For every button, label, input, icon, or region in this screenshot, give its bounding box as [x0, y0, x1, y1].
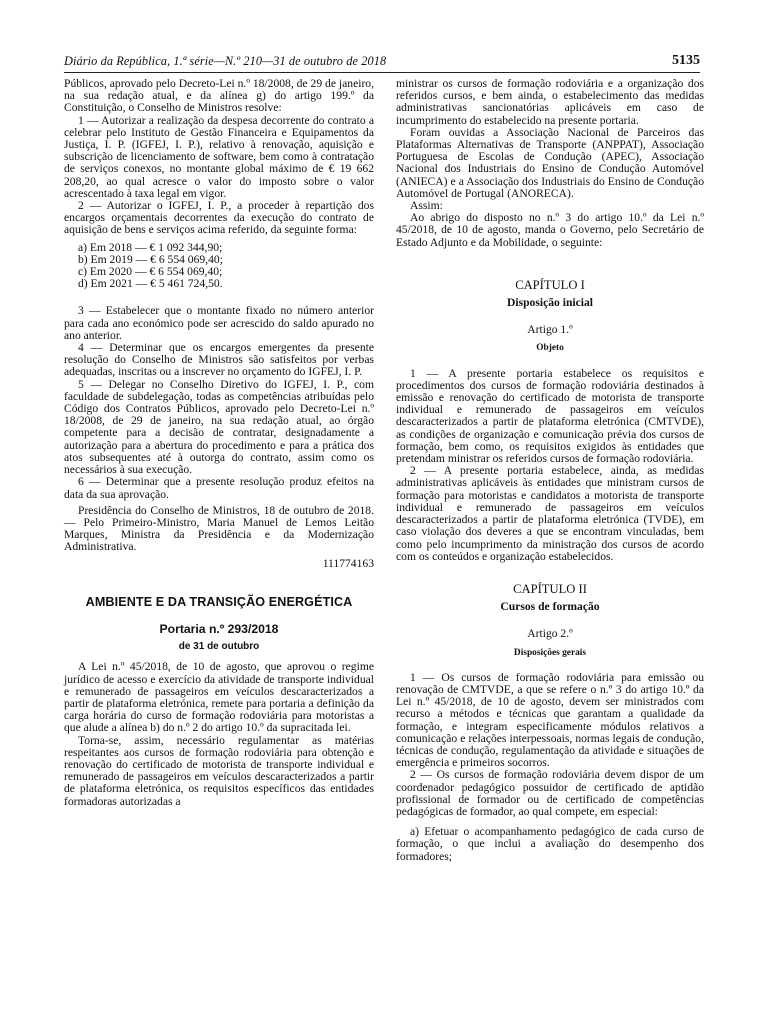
chapter-heading: CAPÍTULO II: [513, 581, 587, 596]
portaria-date: de 31 de outubro: [178, 641, 260, 653]
paragraph: 2 — Os cursos de formação rodoviária devem dispor de um coordenador pedagógico possuidor de certificado de aptidão profissional de formador ou de certificado de competências pedagógicas de formador, ao qual compete, em especial:: [396, 768, 704, 818]
article-heading: Artigo 1.º: [527, 323, 573, 337]
paragraph: 1 — Autorizar a realização da despesa decorrente do contrato a celebrar pelo Instituto de Gestão Financeira e Equipamentos da Justiça, I. P. (IGFEJ, I. P.), relativo à renovação, aquisição e subscrição de licenciamento de software, bem como à contratação de serviços conexos, no montante global máximo de € 19 662 208,20, ao qual acresce o valor do imposto sobre o valor acrescentado à taxa legal em vigor.: [64, 113, 374, 200]
chapter-title: Cursos de formação: [500, 600, 600, 614]
page-number: 5135: [672, 53, 700, 68]
chapter-heading: CAPÍTULO I: [515, 277, 585, 292]
running-title: Diário da República, 1.ª série—N.º 210—31 de outubro de 2018: [64, 54, 387, 68]
list-item: a) Em 2018 — € 1 092 344,90;: [78, 240, 223, 254]
article-title: Objeto: [536, 343, 564, 354]
paragraph: Ao abrigo do disposto no n.º 3 do artigo 10.º da Lei n.º 45/2018, de 10 de agosto, manda o Governo, pelo Secretário de Estado Adjunto e da Mobilidade, o seguinte:: [396, 211, 704, 249]
list-item: b) Em 2019 — € 6 554 069,40;: [78, 252, 223, 266]
signature-paragraph: Presidência do Conselho de Ministros, 18 de outubro de 2018. — Pelo Primeiro-Ministro, Maria Manuel de Lemos Leitão Marques, Ministra da Presidência e da Modernização Administrativa.: [64, 503, 374, 554]
article-title: Disposições gerais: [513, 647, 587, 658]
page-header: [64, 54, 700, 74]
paragraph: 1 — Os cursos de formação rodoviária para emissão ou renovação de CMTVDE, a que se refere o n.º 3 do artigo 10.º da Lei n.º 45/2018, de 10 de agosto, devem ser ministrados com recurso a métodos e técnicas que garantam a qualidade da formação, e integram especificamente módulos relativos a comunicação e relações interpessoais, normas legais de condução, técnicas de condução, regulamentação da atividade e situações de emergência e primeiros socorros.: [396, 670, 704, 770]
paragraph: 2 — A presente portaria estabelece, ainda, as medidas administrativas aplicáveis às entidades que ministram cursos de formação para motoristas e candidatos a motorista de transporte individual e remunerado de passageiros em veículos descaracterizados a partir de plataforma eletrónica (TVDE), em caso violação dos deveres a que se encontram vinculadas, bem como pelo incumprimento da ministração dos cursos de acordo com os conteúdos e organização estabelecidos.: [396, 464, 704, 563]
paragraph: Públicos, aprovado pelo Decreto-Lei n.º 18/2008, de 29 de janeiro, na sua redação atual, e da alínea g) do artigo 199.º da Constituição, o Conselho de Ministros resolve:: [64, 77, 374, 115]
reference-number: 111774163: [322, 556, 374, 570]
right-column: [396, 78, 704, 863]
header-rule: [64, 72, 700, 73]
paragraph: 3 — Estabelecer que o montante fixado no número anterior para cada ano económico pode ser acrescido do saldo apurado no ano anterior.: [64, 304, 374, 342]
paragraph: a) Efetuar o acompanhamento pedagógico de cada curso de formação, o que inclui a avaliação do desempenho dos formadores;: [396, 825, 704, 863]
portaria-title: Portaria n.º 293/2018: [159, 621, 279, 636]
payment-list: [78, 242, 374, 291]
list-item: d) Em 2021 — € 5 461 724,50.: [78, 277, 223, 291]
paragraph: 1 — A presente portaria estabelece os requisitos e procedimentos dos cursos de formação rodoviária destinados à emissão e renovação do certificado de motorista de transporte individual e remunerado de passageiros em veículos descaracterizados a partir de plataforma eletrónica (CMTVDE), as condições de organização e comunicação prévia dos cursos de formação, bem como, os requisitos exigidos às entidades que pretendam ministrar os referidos cursos de formação rodoviária.: [396, 366, 704, 466]
paragraph: 4 — Determinar que os encargos emergentes da presente resolução do Conselho de Ministros são satisfeitos por verbas adequadas, inscritas ou a inscrever no orçamento do IGFEJ, I. P.: [64, 341, 374, 379]
paragraph: A Lei n.º 45/2018, de 10 de agosto, que aprovou o regime jurídico de acesso e exercício da atividade de transporte individual e remunerado de passageiros em veículos descaracterizados a partir de plataforma eletrónica, remete para portaria a definição da carga horária do curso de formação rodoviária para motoristas a que alude a alínea b) do n.º 2 do artigo 10.º da supracitada lei.: [64, 660, 374, 735]
paragraph: Foram ouvidas a Associação Nacional de Parceiros das Plataformas Alternativas de Transporte (ANPPAT), Associação Portuguesa de Escolas de Condução (APEC), Associação Nacional dos Industriais do Ensino de Condução Automóvel (ANIECA) e a Associação dos Industriais do Ensino de Condução Automóvel de Portugal (ANORECA).: [396, 125, 704, 200]
left-column: [64, 78, 374, 808]
section-title: AMBIENTE E DA TRANSIÇÃO ENERGÉTICA: [85, 594, 353, 609]
paragraph: Torna-se, assim, necessário regulamentar as matérias respeitantes aos cursos de formação rodoviária para obtenção e renovação do certificado de motorista de transporte individual e remunerado de passageiros em veículos descaracterizados a partir de plataforma eletrónica, os requisitos específicos das entidades formadoras autorizadas a: [64, 733, 374, 808]
article-heading: Artigo 2.º: [527, 627, 573, 641]
paragraph: ministrar os cursos de formação rodoviária e a organização dos referidos cursos, e bem ainda, o estabelecimento das medidas administrativas sancionatórias aplicáveis em caso de incumprimento do estabelecido na presente portaria.: [396, 77, 704, 127]
paragraph: 5 — Delegar no Conselho Diretivo do IGFEJ, I. P., com faculdade de subdelegação, todas as competências atribuídas pelo Código dos Contratos Públicos, aprovado pelo Decreto-Lei n.º 18/2008, de 29 de janeiro, na sua redação atual, ao órgão competente para a decisão de contratar, designadamente a autorização para a abertura do procedimento e para a prática dos atos subsequentes até à outorga do contrato, assim como os necessários à sua execução.: [64, 377, 374, 477]
paragraph: 2 — Autorizar o IGFEJ, I. P., a proceder à repartição dos encargos orçamentais decorrentes da execução do contrato de aquisição de bens e serviços acima referido, da seguinte forma:: [64, 199, 374, 237]
list-item: c) Em 2020 — € 6 554 069,40;: [78, 265, 223, 279]
chapter-title: Disposição inicial: [507, 296, 593, 310]
paragraph: Assim:: [410, 199, 443, 213]
paragraph: 6 — Determinar que a presente resolução produz efeitos na data da sua aprovação.: [64, 475, 374, 501]
